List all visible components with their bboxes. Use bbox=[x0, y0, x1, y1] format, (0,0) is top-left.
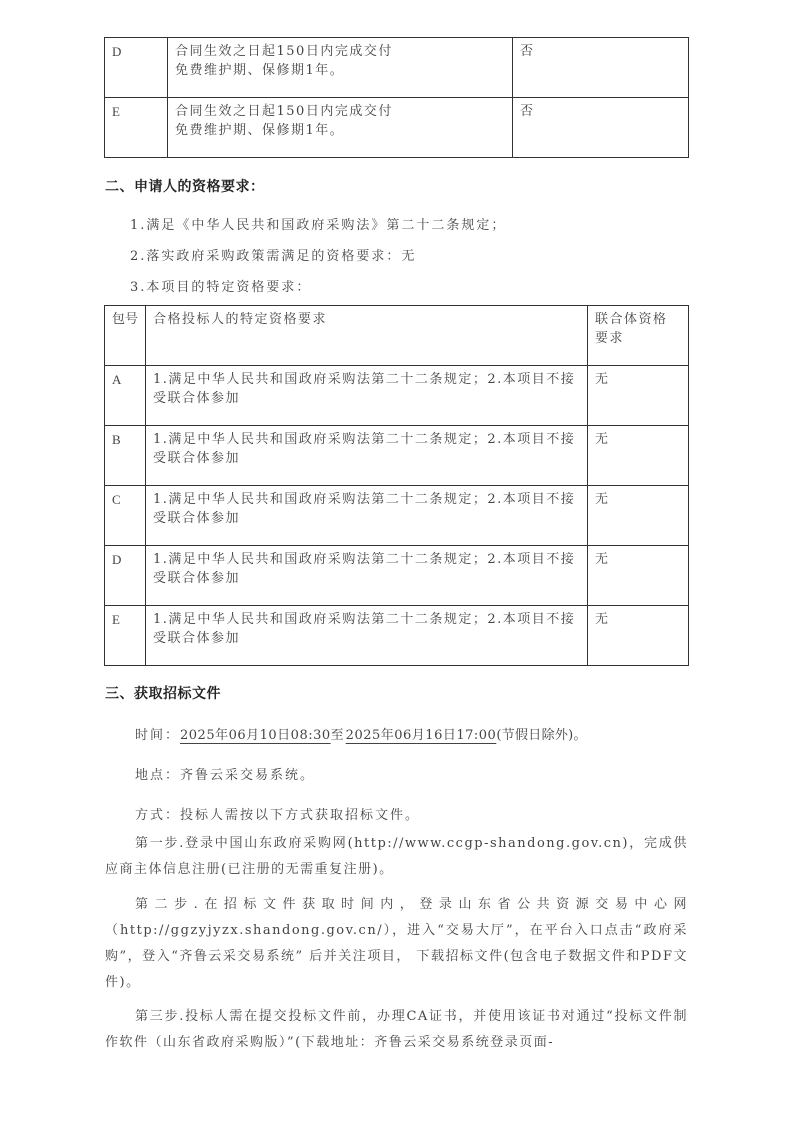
delivery-line: 合同生效之日起150日内完成交付 bbox=[175, 44, 393, 59]
value-cell: 否 bbox=[513, 98, 689, 158]
requirement-cell: 1.满足中华人民共和国政府采购法第二十二条规定；2.本项目不接受联合体参加 bbox=[146, 366, 588, 426]
requirement-item: 3.本项目的特定资格要求： bbox=[130, 280, 312, 295]
package-cell: E bbox=[105, 606, 146, 666]
section-heading: 三、获取招标文件 bbox=[105, 686, 221, 702]
requirement-cell: 1.满足中华人民共和国政府采购法第二十二条规定；2.本项目不接受联合体参加 bbox=[146, 486, 588, 546]
table-row bbox=[105, 606, 689, 666]
time-end: 2025年06月16日17:00 bbox=[345, 728, 497, 743]
header-package: 包号 bbox=[105, 306, 146, 366]
table-row bbox=[105, 486, 689, 546]
warranty-line: 免费维护期、保修期1年。 bbox=[175, 123, 345, 138]
package-cell: E bbox=[105, 98, 168, 158]
qualification-table bbox=[104, 305, 689, 666]
value-cell: 否 bbox=[513, 38, 689, 98]
package-cell: C bbox=[105, 486, 146, 546]
step-2-paragraph: 第二步.在招标文件获取时间内，登录山东省公共资源交易中心网（http://ggzyjyzx.shandong.gov.cn/），进入“交易大厅”，在平台入口点击“政府采购”，登入“齐鲁云采交易系统” 后并关注项目， 下载招标文件(包含电子数据文件和PDF文件)。 bbox=[105, 897, 688, 990]
delivery-cell bbox=[168, 98, 513, 158]
table-row bbox=[105, 546, 689, 606]
table-row bbox=[105, 426, 689, 486]
warranty-line: 免费维护期、保修期1年。 bbox=[175, 63, 345, 78]
joint-cell: 无 bbox=[588, 366, 689, 426]
joint-cell: 无 bbox=[588, 426, 689, 486]
package-cell: B bbox=[105, 426, 146, 486]
requirement-item: 2.落实政府采购政策需满足的资格要求：无 bbox=[130, 249, 417, 264]
table-row bbox=[105, 38, 689, 98]
table-row bbox=[105, 366, 689, 426]
step-3-paragraph: 第三步.投标人需在提交投标文件前，办理CA证书，并使用该证书对通过“投标文件制作软件（山东省政府采购版）”(下载地址：齐鲁云采交易系统登录页面- bbox=[105, 1009, 688, 1050]
package-cell: D bbox=[105, 546, 146, 606]
step-1-paragraph: 第一步.登录中国山东政府采购网(http://www.ccgp-shandong.gov.cn)，完成供应商主体信息注册(已注册的无需重复注册)。 bbox=[105, 836, 688, 877]
time-start: 2025年06月10日08:30 bbox=[180, 728, 331, 743]
joint-cell: 无 bbox=[588, 606, 689, 666]
package-cell: A bbox=[105, 366, 146, 426]
time-label: 时间： bbox=[135, 728, 181, 743]
header-requirement: 合格投标人的特定资格要求 bbox=[146, 306, 588, 366]
place-line: 地点：齐鲁云采交易系统。 bbox=[135, 768, 316, 783]
table-header-row bbox=[105, 306, 689, 366]
package-cell: D bbox=[105, 38, 168, 98]
delivery-line: 合同生效之日起150日内完成交付 bbox=[175, 104, 393, 119]
joint-cell: 无 bbox=[588, 546, 689, 606]
header-joint: 联合体资格要求 bbox=[588, 306, 689, 366]
requirement-cell: 1.满足中华人民共和国政府采购法第二十二条规定；2.本项目不接受联合体参加 bbox=[146, 546, 588, 606]
requirement-cell: 1.满足中华人民共和国政府采购法第二十二条规定；2.本项目不接受联合体参加 bbox=[146, 606, 588, 666]
requirement-item: 1.满足《中华人民共和国政府采购法》第二十二条规定； bbox=[130, 218, 507, 233]
table-row bbox=[105, 98, 689, 158]
joint-cell: 无 bbox=[588, 486, 689, 546]
delivery-cell bbox=[168, 38, 513, 98]
time-separator: 至 bbox=[330, 728, 346, 743]
delivery-table bbox=[104, 37, 689, 158]
time-line bbox=[135, 724, 587, 743]
time-note: (节假日除外)。 bbox=[496, 728, 587, 743]
requirement-cell: 1.满足中华人民共和国政府采购法第二十二条规定；2.本项目不接受联合体参加 bbox=[146, 426, 588, 486]
method-line: 方式：投标人需按以下方式获取招标文件。 bbox=[135, 808, 421, 823]
section-heading: 二、申请人的资格要求： bbox=[105, 179, 265, 195]
